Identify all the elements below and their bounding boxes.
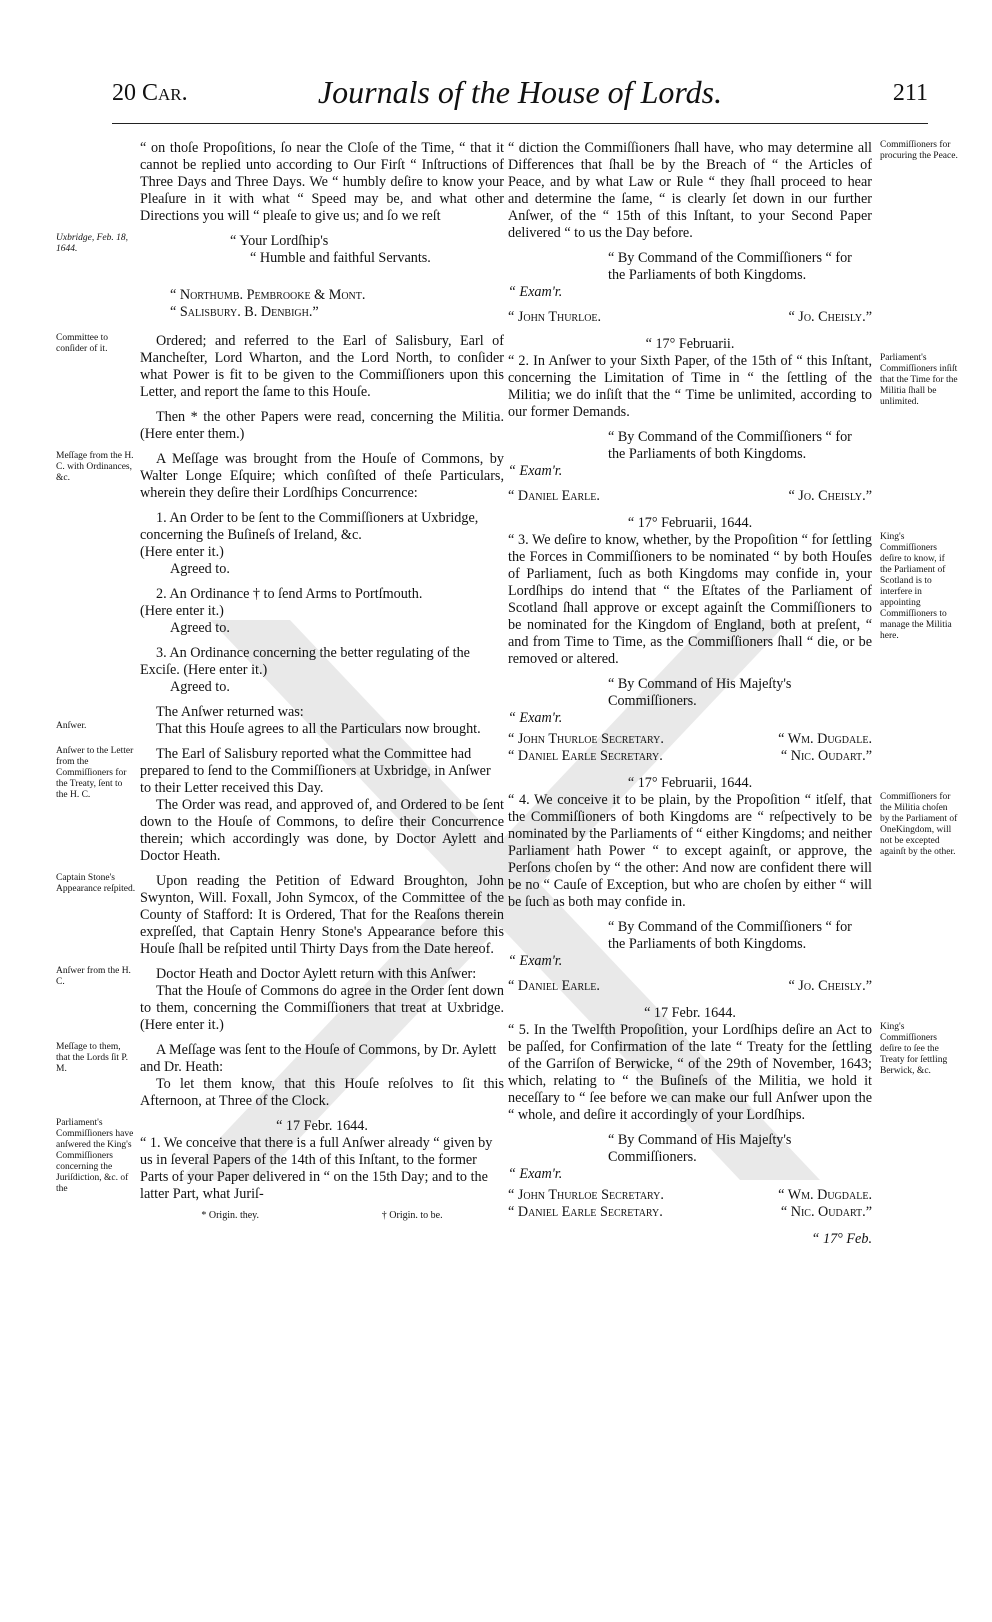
paper-4-text: “ 4. We conceive it to be plain, by the Propoſition “ itſelf, that the Commiſſioners of both Kingdoms are “ reſpectively to be nominated by the Parliaments of “ either Kingdoms; and neither Parliament hath Power “ to except againſt, or approve, the Perſons choſen by “ the other: And now are confident there will be no “ Cauſe of Exception, but who are choſen by either “ will be ſuch as both may confide in.	[508, 792, 872, 910]
command-parliament-3: “ By Command of the Commiſſioners “ for the Parliaments of both Kingdoms.	[608, 919, 852, 952]
running-title	[112, 74, 928, 111]
right-column	[508, 140, 958, 1248]
papers-read-text: Then * the other Papers were read, concerning the Militia. (Here enter them.)	[140, 409, 504, 442]
examiner-2: “ Exam'r.	[508, 463, 563, 479]
footnote-2: † Origin. to be.	[381, 1210, 443, 1221]
paper-2-text: “ 2. In Anſwer to your Sixth Paper, of the 15th of “ this Inſtant, concerning the Limitation of Time in “ the ſettling of the Militia; we do inſiſt that the “ Time be unlimited, according to our former Demands.	[508, 353, 872, 420]
margin-note-message2: Meſſage to them, that the Lords ſit P. M.	[56, 1042, 129, 1074]
sig-earle-secretary: “ Daniel Earle Secretary.	[508, 748, 663, 764]
item-1: 1. An Order to be ſent to the Commiſſioners at Uxbridge, concerning the Buſineſs of Ireland, &c.	[140, 510, 479, 543]
message-entry	[56, 451, 504, 502]
answer-text: That this Houſe agrees to all the Particulars now brought.	[156, 721, 481, 737]
margin-note-answer: Anſwer.	[56, 721, 87, 731]
margin-note-scotland: King's Commiſſioners deſire to know, if the Parliament of Scotland is to interfere in appointing Commiſſioners to manage the Militia here.	[880, 532, 952, 641]
sig-earle: “ Daniel Earle.	[508, 488, 600, 504]
item-1-enter: (Here enter it.)	[140, 544, 224, 560]
sig-cheisly-2: “ Jo. Cheisly.”	[788, 488, 872, 504]
sig-dugdale-2: “ Wm. Dugdale.	[778, 1187, 872, 1203]
margin-note-militia-time: Parliament's Commiſſioners inſiſt that the Time for the Militia ſhall be unlimited.	[880, 353, 958, 407]
paper-3-text: “ 3. We deſire to know, whether, by the Propoſition “ for ſettling the Forces in Commiſſioners to be nominated “ by both Houſes of Parliament, ſuch as both Kingdoms may confide in, your Lordſhips do intend that “ the Eſtates of the Parliament of Scotland ſhall approve or except againſt the Commiſſioners to be nominated for the Kingdom of England, both at preſent, “ and from Time to Time, as the Commiſſioners ſhall “ die, or be removed or altered.	[508, 532, 872, 667]
date-place-note: Uxbridge, Feb. 18, 1644.	[56, 233, 129, 254]
letter-closing	[56, 233, 504, 287]
examiner-5: “ Exam'r.	[508, 1166, 563, 1182]
answer-hc-text-1: Doctor Heath and Doctor Aylett return with this Anſwer:	[156, 966, 477, 982]
paper-1-continued-text: “ diction the Commiſſioners ſhall have, who may determine all Differences that ſhall be by the Breach of “ the Articles of Peace, and by what Law or Rule “ they ſhall proceed to hear and determine the ſame, “ is clearly ſet down in our further Anſwer, of the “ 15th of this Inſtant, to your Second Paper delivered “ to us the Day before.	[508, 140, 872, 241]
item-1-agreed: Agreed to.	[170, 561, 230, 577]
message2-text-2: To let them know, that this Houſe reſolves to ſit this Afternoon, at Three of the Clock.	[140, 1076, 504, 1109]
message2-entry	[56, 1042, 504, 1110]
examiner-1: “ Exam'r.	[508, 284, 563, 300]
paper-5-entry	[508, 1022, 948, 1124]
left-column	[56, 140, 504, 1224]
stone-text: Upon reading the Petition of Edward Broughton, John Swynton, Will. Foxall, John Symcox, of the Committee of the County of Stafford: It is Ordered, That for the Reaſons therein expreſſed, that Captain Henry Stone's Appearance before this Houſe ſhall be reſpited until Thirty Days from the Date hereof.	[140, 873, 504, 957]
paper-3-date: “ 17° Februarii, 1644.	[627, 515, 753, 531]
signatures-c1	[508, 731, 872, 748]
margin-note-one-kingdom: Commiſſioners for the Militia choſen by the Parliament of OneKingdom, will not be excepted againſt by the other.	[880, 792, 958, 857]
letter-answer-entry	[56, 746, 504, 865]
sig-thurloe-secretary: “ John Thurloe Secretary.	[508, 731, 664, 747]
page-header	[112, 74, 928, 126]
examiner-3: “ Exam'r.	[508, 710, 563, 726]
command-parliament-2: “ By Command of the Commiſſioners “ for the Parliaments of both Kingdoms.	[608, 429, 852, 462]
sig-dugdale: “ Wm. Dugdale.	[778, 731, 872, 747]
signatures-c2	[508, 748, 872, 765]
signatures-e2	[508, 1204, 872, 1221]
answer-returned: The Anſwer returned was:	[156, 704, 304, 720]
sig-oudart: “ Nic. Oudart.”	[780, 748, 872, 764]
signatories-2: “ Salisbury. B. Denbigh.”	[170, 304, 319, 320]
item-2: 2. An Ordinance † to ſend Arms to Portſmouth.	[156, 586, 423, 602]
message2-text-1: A Meſſage was ſent to the Houſe of Commons, by Dr. Aylett and Dr. Heath:	[140, 1042, 497, 1075]
margin-note-message: Meſſage from the H. C. with Ordinances, &c.	[56, 451, 134, 483]
signatures-d	[508, 978, 872, 995]
letter-ending: “ on thoſe Propoſitions, ſo near the Cloſe of the Time, “ that it cannot be replied unto according to Our Firſt “ Inſtructions of Three Days and Three Days. We “ humbly deſire to know your Pleaſure in it with what “ Speed may be, and what other Directions you will “ pleaſe to give us; and ſo we reſt	[140, 140, 504, 224]
closing-line-1: “ Your Lordſhip's	[230, 233, 329, 249]
item-3-agreed: Agreed to.	[170, 679, 230, 695]
signatures-a	[508, 309, 872, 326]
item-3: 3. An Ordinance concerning the better regulating of the Exciſe. (Here enter it.)	[140, 645, 470, 678]
header-rule	[112, 123, 928, 124]
letter-answer-text-2: The Order was read, and approved of, and Ordered to be ſent down to the Houſe of Commons, to deſire their Concurrence therein; which accordingly was done, by Doctor Aylett and Doctor Heath.	[140, 797, 504, 864]
sig-cheisly-3: “ Jo. Cheisly.”	[788, 978, 872, 994]
title-lords: Lords.	[640, 74, 723, 110]
answer-hc-text-2: That the Houſe of Commons do agree in the Order ſent down to them, concerning the Commiſſioners that treat at Uxbridge. (Here enter it.)	[140, 983, 504, 1033]
paper-2-entry	[508, 353, 958, 421]
title-house: House	[517, 74, 600, 110]
footnote-1: * Origin. they.	[201, 1210, 260, 1221]
parliament-paper-entry	[56, 1118, 504, 1203]
paper-1-date: “ 17 Febr. 1644.	[276, 1118, 368, 1134]
margin-note-letter-answer: Anſwer to the Letter from the Commiſſioners for the Treaty, ſent to the H. C.	[56, 746, 134, 800]
title-of-the: of the	[429, 74, 518, 110]
answer-hc-entry	[56, 966, 504, 1034]
item-2-agreed: Agreed to.	[170, 620, 230, 636]
examiner-4: “ Exam'r.	[508, 953, 563, 969]
command-parliament-1: “ By Command of the Commiſſioners “ for the Parliaments of both Kingdoms.	[608, 250, 852, 283]
regnal-year: 20 Car.	[112, 80, 188, 106]
command-king-2: “ By Command of His Majeſty's Commiſſioners.	[608, 1132, 792, 1165]
title-journals: Journals	[317, 74, 430, 110]
footnotes	[140, 1207, 504, 1224]
signatories-1: “ Northumb. Pembrooke & Mont.	[170, 287, 366, 303]
paper-1-continued	[508, 140, 958, 242]
command-king-1: “ By Command of His Majeſty's Commiſſioners.	[608, 676, 792, 709]
paper-4-date: “ 17° Februarii, 1644.	[627, 775, 753, 791]
margin-note-stone: Captain Stone's Appearance reſpited.	[56, 873, 136, 894]
signatures-e1	[508, 1187, 872, 1204]
item-2-enter: (Here enter it.)	[140, 603, 224, 619]
sig-thurloe-secretary-2: “ John Thurloe Secretary.	[508, 1187, 664, 1203]
title-of: of	[599, 74, 641, 110]
sig-earle-2: “ Daniel Earle.	[508, 978, 600, 994]
catchword: “ 17° Feb.	[811, 1231, 872, 1247]
sig-thurloe: “ John Thurloe.	[508, 309, 602, 325]
sig-cheisly: “ Jo. Cheisly.”	[788, 309, 872, 325]
answer-entry	[56, 721, 504, 738]
page-number: 211	[892, 80, 928, 106]
margin-note-peace: Commiſſioners for procuring the Peace.	[880, 140, 958, 161]
stone-entry	[56, 873, 504, 958]
paper-1-text: “ 1. We conceive that there is a full Anſwer already “ given by us in ſeveral Papers of the 14th of this Inſtant, to the former Parts of your Paper delivered in “ on the 15th Day; and to the latter Part, what Juriſ-	[140, 1135, 493, 1202]
sig-oudart-2: “ Nic. Oudart.”	[780, 1204, 872, 1220]
signatures-b	[508, 488, 872, 505]
margin-note-answer-hc: Anſwer from the H. C.	[56, 966, 131, 987]
letter-answer-text-1: The Earl of Salisbury reported what the Committee had prepared to ſend to the Commiſſioners at Uxbridge, in Anſwer to their Letter received this Day.	[140, 746, 491, 796]
paper-4-entry	[508, 792, 958, 911]
paper-3-entry	[508, 532, 952, 668]
committee-text: Ordered; and referred to the Earl of Salisbury, Earl of Mancheſter, Lord Wharton, and the Lord North, to conſider what Power is fit to be given to the Commiſſioners upon this Letter, and report the ſame to this Houſe.	[140, 333, 504, 400]
message-text: A Meſſage was brought from the Houſe of Commons, by Walter Longe Eſquire; which conſiſted of theſe Particulars, wherein they deſire their Lordſhips Concurrence:	[140, 451, 504, 501]
sig-earle-secretary-2: “ Daniel Earle Secretary.	[508, 1204, 663, 1220]
margin-note-berwick: King's Commiſſioners deſire to ſee the Treaty for ſettling Berwick, &c.	[880, 1022, 948, 1076]
committee-entry	[56, 333, 504, 401]
margin-note-parliament: Parliament's Commiſſioners have anſwered the King's Commiſſioners concerning the Juriſdiction, &c. of the	[56, 1118, 134, 1194]
paper-5-date: “ 17 Febr. 1644.	[644, 1005, 736, 1021]
closing-line-2: “ Humble and faithful Servants.	[250, 250, 431, 266]
margin-note-committee: Committee to conſider of it.	[56, 333, 108, 354]
paper-2-date: “ 17° Februarii.	[645, 336, 735, 352]
paper-5-text: “ 5. In the Twelfth Propoſition, your Lordſhips deſire an Act to be paſſed, for Confirmation of the late “ Treaty for the ſettling of the Garriſon of Berwicke, “ of the 29th of November, 1643; which, relating to “ the Buſineſs of the Militia, we hold it neceſſary to “ ſee before we can make our full Anſwer upon the “ whole, and deſire it accordingly of your Lordſhips.	[508, 1022, 872, 1123]
